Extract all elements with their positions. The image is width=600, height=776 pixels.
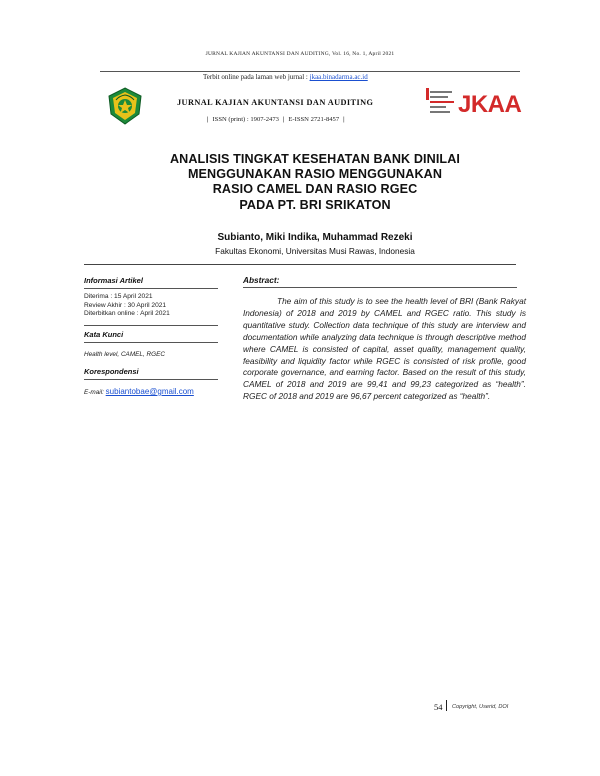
footer-copyright: Copyright, Userid, DOI (452, 704, 509, 710)
sidebar-rule (84, 342, 218, 343)
university-logo (105, 86, 145, 126)
title-line: PADA PT. BRI SRIKATON (239, 197, 391, 212)
paper-title (100, 152, 530, 213)
running-head: JURNAL KAJIAN AKUNTANSI DAN AUDITING, Vol. 16, No. 1, April 2021 (205, 51, 395, 57)
affiliation: Fakultas Ekonomi, Universitas Musi Rawas, Indonesia (215, 246, 415, 256)
university-emblem-icon (105, 86, 145, 126)
issn-print: ISSN (print) : 1907-2473 (212, 116, 279, 123)
separator: | (282, 116, 285, 123)
email-line (84, 387, 194, 396)
jkaa-logo-graphic (426, 82, 526, 122)
journal-name: JURNAL KAJIAN AKUNTANSI DAN AUDITING (177, 98, 374, 107)
email-prefix: E-mail: (84, 389, 106, 396)
abstract-body: The aim of this study is to see the health level of BRI (Bank Rakyat Indonesia) of 2018 and 2019 by CAMEL and RGEC ratio. This study is quantitative study. Collection data technique of this study are interview and documentation while analyzing data technique is through descriptive method where CAMEL is consisted of capital, asset quality, management quality, feasibility and liquidity factor while RGEC is consisted of risk profile, good corporate governance, and earning factor. Based on the result of this study, CAMEL of 2018 and 2019 are 99,41 and 99,23 categorized as “health”. RGEC of 2018 and 2019 are 96,67 percent categorized as “health”. (243, 296, 526, 402)
keywords: Health level, CAMEL, RGEC (84, 351, 165, 358)
article-info-heading: Informasi Artikel (84, 276, 143, 285)
published-date: Diterbitkan online : April 2021 (84, 310, 170, 318)
article-dates (84, 293, 170, 319)
jkaa-logo-text: JKAA (458, 91, 522, 118)
header-divider (84, 264, 516, 265)
journal-website-link[interactable]: jkaa.binadarma.ac.id (309, 73, 368, 81)
keywords-heading: Kata Kunci (84, 330, 124, 339)
separator: | (207, 116, 209, 123)
sidebar-rule (84, 288, 218, 289)
abstract-heading: Abstract: (243, 275, 280, 285)
title-line: MENGGUNAKAN RASIO MENGGUNAKAN (187, 167, 443, 182)
issn-online: E-ISSN 2721-8457 (288, 116, 340, 123)
online-publication-line (203, 73, 368, 81)
separator: | (343, 116, 345, 123)
correspondence-heading: Korespondensi (84, 367, 139, 376)
abstract-rule (243, 287, 517, 288)
review-date: Review Akhir : 30 April 2021 (84, 301, 167, 309)
online-prefix: Terbit online pada laman web jurnal : (203, 73, 310, 81)
page-number: 54 (434, 702, 443, 712)
footer-separator (446, 700, 447, 711)
received-date: Diterima : 15 April 2021 (84, 293, 153, 300)
sidebar-rule (84, 325, 218, 326)
title-line: ANALISIS TINGKAT KESEHATAN BANK DINILAI (169, 152, 461, 166)
masthead-top-rule (100, 71, 520, 72)
authors: Subianto, Miki Indika, Muhammad Rezeki (217, 232, 413, 243)
email-link[interactable]: subiantobae@gmail.com (105, 387, 194, 396)
jkaa-logo (426, 82, 526, 122)
sidebar-rule (84, 379, 218, 380)
issn-line (203, 116, 349, 123)
title-line: RASIO CAMEL DAN RASIO RGEC (212, 182, 418, 197)
